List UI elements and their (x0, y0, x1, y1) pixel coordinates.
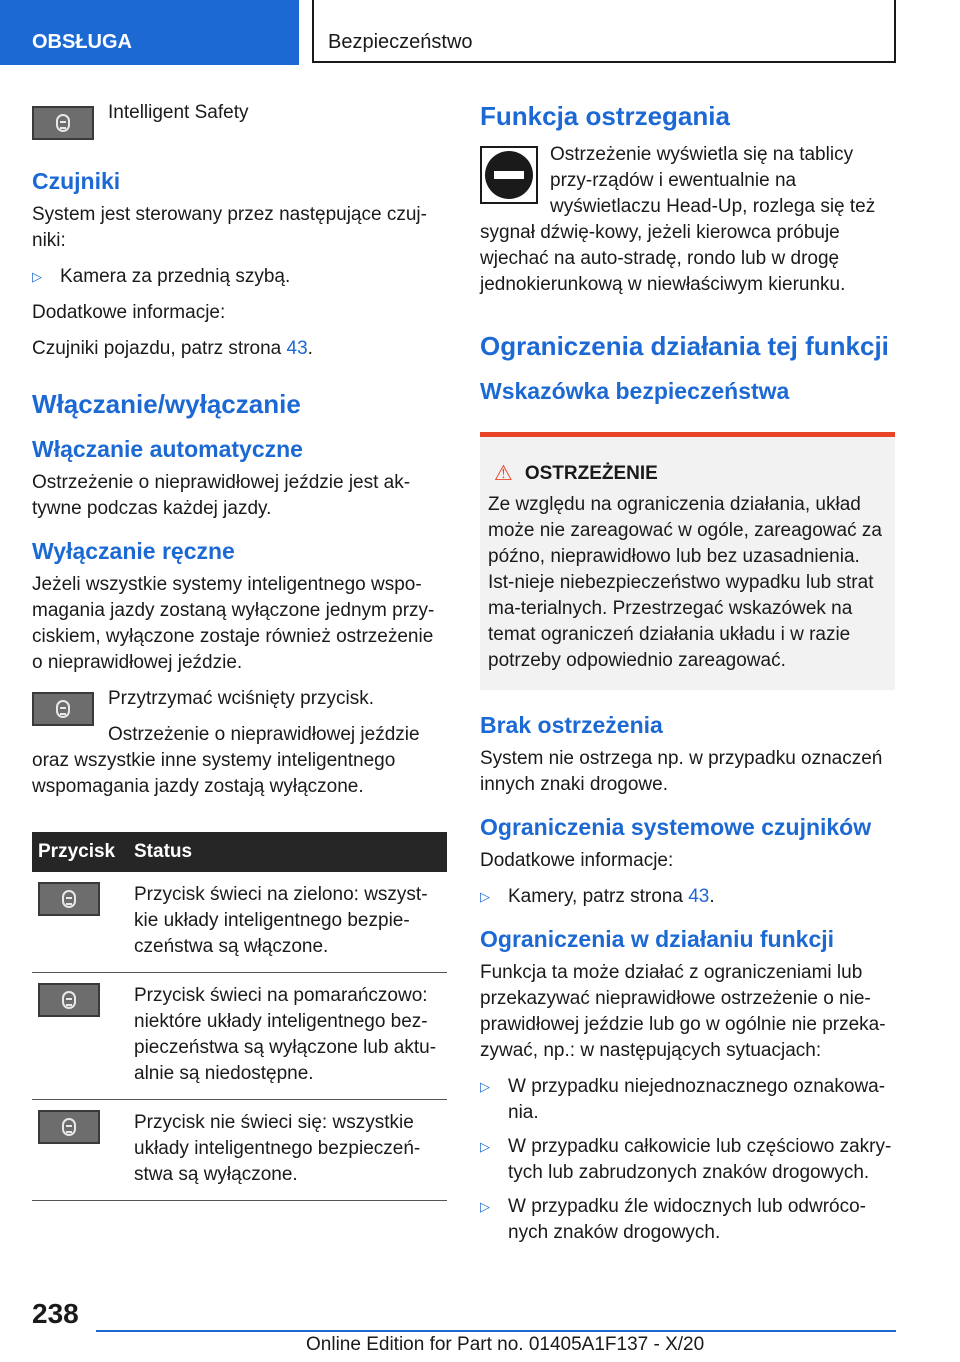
intelligent-safety-row (32, 100, 447, 140)
page-link-43[interactable]: 43 (688, 886, 710, 907)
more-info-label: Dodatkowe informacje: (32, 302, 226, 323)
vehicle-sensors-end: . (307, 338, 313, 359)
list-item (480, 884, 895, 910)
header-chapter-tab (312, 0, 896, 63)
hold-button-block (32, 686, 447, 810)
vehicle-sensors-text: Czujniki pojazdu, patrz strona (32, 338, 287, 359)
function-limits-heading: Ograniczenia działania tej funkcji (480, 331, 889, 361)
sensors-list (32, 264, 447, 290)
cameras-text: Kamery, patrz strona (508, 886, 689, 907)
warning-box (480, 432, 895, 690)
warning-function-text: Ostrzeżenie wyświetla się na tablicy przy-rządów i ewentualnie na wyświetlaczu Head-Up, rozlega się też sygnał dźwię-kowy, jeżeli kierowca próbuje wjechać na auto-stradę, rondo lub w drogę jednokierunkową w niewłaściwym kierunku. (480, 144, 876, 295)
safety-note-heading: Wskazówka bezpieczeństwa (480, 378, 790, 404)
function-restrictions-heading: Ograniczenia w działaniu funkcji (480, 926, 835, 952)
cameras-list (480, 884, 895, 910)
header-chapter-label: Bezpieczeństwo (328, 31, 473, 53)
manual-off-text: Jeżeli wszystkie systemy inteligentnego wspo-magania jazdy zostaną wyłączone jednym przy-ciskiem, wyłączone zostaje również ostrzeżenie o nieprawidłowej jeździe. (32, 574, 435, 673)
situations-list (480, 1074, 895, 1246)
sensors-text: System jest sterowany przez następujące czuj-niki: (32, 204, 427, 251)
table-cell-status: Przycisk świeci na zielono: wszyst-kie układy inteligentnego bezpie-czeństwa są włączone. (128, 872, 447, 973)
warning-function-heading: Funkcja ostrzegania (480, 101, 730, 131)
intelligent-safety-button-icon (32, 692, 94, 726)
list-item: ▷ W przypadku całkowicie lub częściowo zakry-tych lub zabrudzonych znaków drogowych. (480, 1134, 895, 1186)
button-status-table (32, 832, 447, 1201)
vehicle-sensors-ref (32, 336, 447, 362)
warning-title: OSTRZEŻENIE (524, 462, 658, 484)
table-cell-status: Przycisk świeci na pomarańczowo: niektóre układy inteligentnego bez-pieczeństwa są wyłączone lub aktu-alnie są niedostępne. (128, 973, 447, 1100)
table-row (32, 1100, 447, 1201)
list-item: ▷ W przypadku źle widocznych lub odwróco-nych znaków drogowych. (480, 1194, 895, 1246)
footer-edition: Online Edition for Part no. 01405A1F137 - X/20 (306, 1334, 705, 1355)
button-green-icon (38, 882, 100, 916)
intelligent-safety-label: Intelligent Safety (108, 102, 249, 123)
list-item: ▷ Kamera za przednią szybą. (32, 264, 447, 290)
header-section-tab (0, 0, 299, 65)
page-link-43[interactable]: 43 (286, 338, 308, 359)
no-warning-text: System nie ostrzega np. w przypadku oznaczeń innych znaki drogowe. (480, 748, 883, 795)
right-column (480, 100, 895, 1256)
warning-triangle-icon: ⚠ (494, 462, 513, 485)
left-column (32, 100, 447, 1201)
function-restrictions-text: Funkcja ta może działać z ograniczeniami lub przekazywać nieprawidłowe ostrzeżenie o nie-prawidłowej jeździe lub go w ogólnie nie przeka-zywać, np.: w następujących sytuacjach: (480, 962, 886, 1061)
header-section-label: OBSŁUGA (32, 31, 132, 53)
manual-off-heading: Wyłączanie ręczne (32, 538, 235, 564)
column-header-button: Przycisk (32, 832, 128, 872)
warning-text: Ze względu na ograniczenia działania, układ może nie zareagować w ogóle, zareagować za późno, nieprawidłowo lub bez uzasadnienia. Ist-nieje niebezpieczeństwo wypadku lub strat ma-terialnych. Przestrzegać wskazówek na temat ograniczeń działania układu i w razie potrzeby odpowiednio zareagować. (488, 494, 882, 671)
table-row (32, 973, 447, 1100)
table-cell-button (32, 1100, 128, 1201)
sensor-more-info: Dodatkowe informacje: (480, 850, 674, 871)
no-entry-sign-icon (480, 146, 538, 204)
sensors-heading: Czujniki (32, 168, 121, 194)
hold-button-result: Ostrzeżenie o nieprawidłowej jeździe oraz wszystkie inne systemy inteligentnego wspomagania jazdy zostają wyłączone. (32, 724, 420, 797)
auto-on-text: Ostrzeżenie o nieprawidłowej jeździe jest ak-tywne podczas każdej jazdy. (32, 472, 411, 519)
hold-button-text: Przytrzymać wciśnięty przycisk. (108, 688, 375, 709)
table-cell-button (32, 973, 128, 1100)
table-cell-status: Przycisk nie świeci się: wszystkie układy inteligentnego bezpieczeń-stwa są wyłączone. (128, 1100, 447, 1201)
footer-divider (96, 1330, 896, 1332)
table-row (32, 872, 447, 973)
column-header-status: Status (128, 832, 447, 872)
button-orange-icon (38, 983, 100, 1017)
table-cell-button (32, 872, 128, 973)
list-item: ▷ W przypadku niejednoznacznego oznakowa-nia. (480, 1074, 895, 1126)
onoff-heading: Włączanie/wyłączanie (32, 389, 301, 419)
intelligent-safety-button-icon (32, 106, 94, 140)
sensor-limits-heading: Ograniczenia systemowe czujników (480, 814, 872, 840)
cameras-end: . (709, 886, 715, 907)
auto-on-heading: Włączanie automatyczne (32, 436, 303, 462)
button-off-icon (38, 1110, 100, 1144)
warning-title-row (488, 461, 887, 486)
no-warning-heading: Brak ostrzeżenia (480, 712, 663, 738)
page-number: 238 (32, 1298, 79, 1329)
